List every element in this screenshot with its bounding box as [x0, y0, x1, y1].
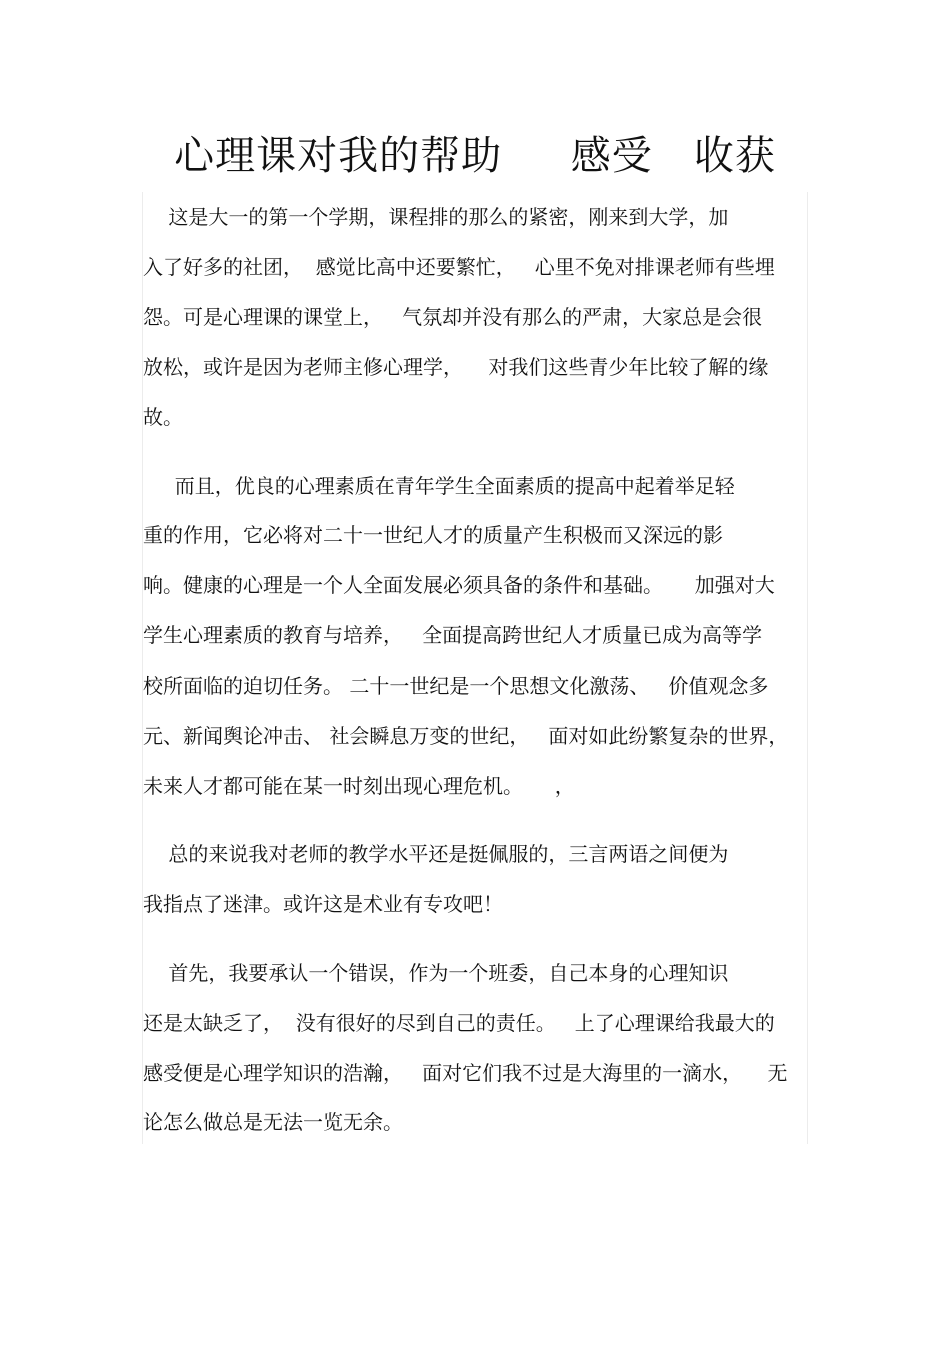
- paragraph-line: 总的来说我对老师的教学水平还是挺佩服的，三言两语之间便为: [143, 842, 729, 866]
- paragraph-line: 学生心理素质的教育与培养， 全面提高跨世纪人才质量已成为高等学: [143, 623, 763, 647]
- paragraph-line: 论怎么做总是无法一览无余。: [143, 1110, 403, 1134]
- paragraph-line: 入了好多的社团， 感觉比高中还要繁忙， 心里不免对排课老师有些埋: [143, 255, 775, 279]
- document-title: 心理课对我的帮助 感受 收获: [174, 133, 776, 179]
- paragraph-line: 重的作用，它必将对二十一世纪人才的质量产生积极而又深远的影: [143, 523, 723, 547]
- paragraph-line: 感受便是心理学知识的浩瀚， 面对它们我不过是大海里的一滴水， 无: [143, 1061, 788, 1085]
- paragraph-line: 故。: [143, 405, 183, 429]
- paragraph-line: 这是大一的第一个学期，课程排的那么的紧密，刚来到大学，加: [143, 205, 729, 229]
- paragraph-line: 未来人才都可能在某一时刻出现心理危机。 ，: [143, 774, 575, 798]
- paragraph-line: 我指点了迷津。或许这是术业有专攻吧！: [143, 892, 503, 916]
- paragraph-line: 元、新闻舆论冲击、 社会瞬息万变的世纪， 面对如此纷繁复杂的世界，: [143, 724, 789, 748]
- paragraph-line: 校所面临的迫切任务。 二十一世纪是一个思想文化激荡、 价值观念多: [143, 674, 769, 698]
- paragraph-line: 响。健康的心理是一个人全面发展必须具备的条件和基础。 加强对大: [143, 573, 775, 597]
- document-body: [142, 192, 808, 1144]
- paragraph-line: 放松，或许是因为老师主修心理学， 对我们这些青少年比较了解的缘: [143, 355, 769, 379]
- paragraph-line: 怨。可是心理课的课堂上， 气氛却并没有那么的严肃，大家总是会很: [143, 305, 763, 329]
- paragraph-line: 而且，优良的心理素质在青年学生全面素质的提高中起着举足轻: [143, 474, 735, 498]
- paragraph-line: 还是太缺乏了， 没有很好的尽到自己的责任。 上了心理课给我最大的: [143, 1011, 775, 1035]
- paragraph-line: 首先，我要承认一个错误，作为一个班委，自己本身的心理知识: [143, 961, 729, 985]
